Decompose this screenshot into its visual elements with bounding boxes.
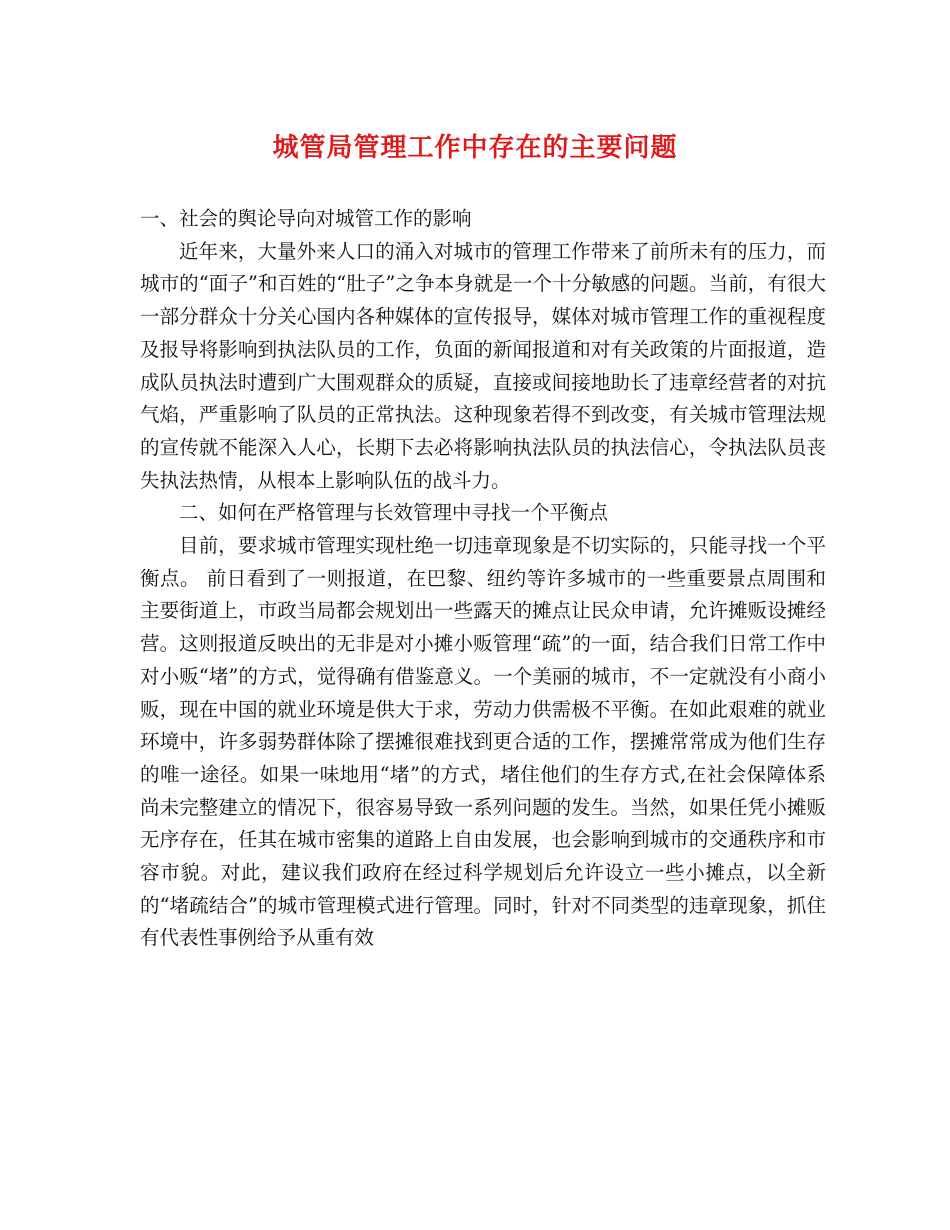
page-title: 城管局管理工作中存在的主要问题	[272, 133, 678, 163]
document-body	[140, 203, 826, 955]
paragraph-2: 目前，要求城市管理实现杜绝一切违章现象是不切实际的，只能寻找一个平衡点。 前日看到了一则报道，在巴黎、纽约等许多城市的一些重要景点周围和主要街道上，市政当局都会规划出一些露天的摊点让民众申请，允许摊贩设摊经营。这则报道反映出的无非是对小摊小贩管理“疏”的一面，结合我们日常工作中对小贩“堵”的方式，觉得确有借鉴意义。一个美丽的城市，不一定就没有小商小贩，现在中国的就业环境是供大于求，劳动力供需极不平衡。在如此艰难的就业环境中，许多弱势群体除了摆摊很难找到更合适的工作，摆摊常常成为他们生存的唯一途径。如果一味地用“堵”的方式，堵住他们的生存方式,在社会保障体系尚未完整建立的情况下，很容易导致一系列问题的发生。当然，如果任凭小摊贩无序存在，任其在城市密集的道路上自由发展，也会影响到城市的交通秩序和市容市貌。对此，建议我们政府在经过科学规划后允许设立一些小摊点，以全新的“堵疏结合”的城市管理模式进行管理。同时，针对不同类型的违章现象，抓住有代表性事例给予从重有效	[140, 534, 826, 950]
section-heading-1: 一、社会的舆论导向对城管工作的影响	[140, 207, 472, 230]
section-heading-2: 二、如何在严格管理与长效管理中寻找一个平衡点	[179, 501, 609, 525]
paragraph-1: 近年来，大量外来人口的涌入对城市的管理工作带来了前所未有的压力，而城市的“面子”和百姓的“肚子”之争本身就是一个十分敏感的问题。当前，有很大一部分群众十分关心国内各种媒体的宣传报导，媒体对城市管理工作的重视程度及报导将影响到执法队员的工作，负面的新闻报道和对有关政策的片面报道，造成队员执法时遭到广大围观群众的质疑，直接或间接地助长了违章经营者的对抗气焰，严重影响了队员的正常执法。这种现象若得不到改变，有关城市管理法规的宣传就不能深入人心，长期下去必将影响执法队员的执法信心，令执法队员丧失执法热情，从根本上影响队伍的战斗力。	[140, 239, 826, 492]
